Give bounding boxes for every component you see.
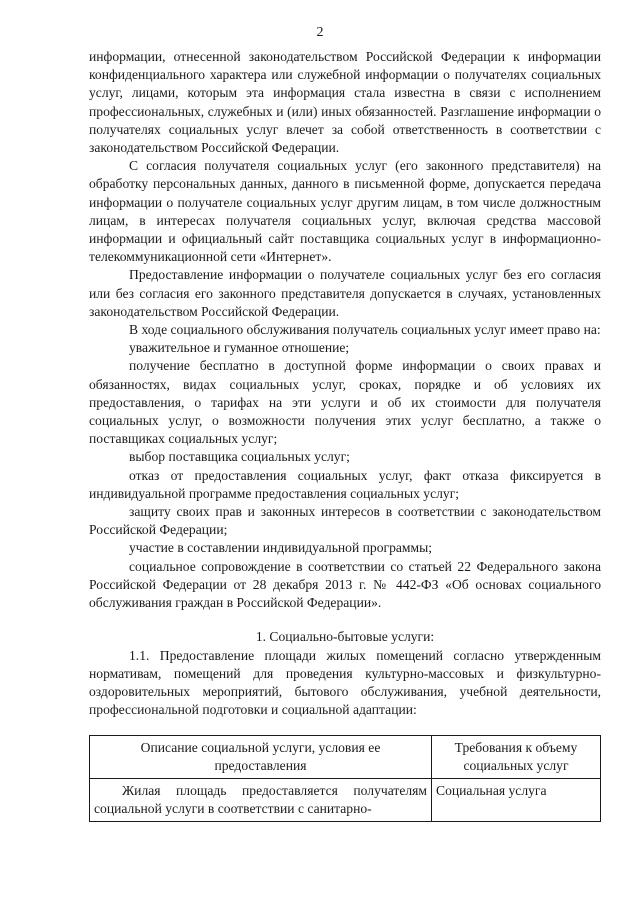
rights-list-item: защиту своих прав и законных интересов в соответствии с законодательством Российской Федерации; — [89, 504, 601, 538]
rights-list-item: социальное сопровождение в соответствии со статьей 22 Федерального закона Российской Федерации от 28 декабря 2013 г. № 442-ФЗ «Об основах социального обслуживания граждан в Российской Федерации». — [89, 558, 601, 611]
rights-list-item: уважительное и гуманное отношение; — [129, 340, 350, 356]
table-cell-description: Жилая площадь предоставляется получателям социальной услуги в соответствии с санитарно- — [90, 779, 432, 822]
table-row — [90, 779, 601, 822]
rights-list-item: участие в составлении индивидуальной программы; — [129, 540, 433, 556]
rights-list-item: отказ от предоставления социальных услуг, факт отказа фиксируется в индивидуальной программе предоставления социальных услуг; — [89, 467, 601, 501]
document-body — [89, 48, 601, 822]
table-header-row — [90, 736, 601, 779]
rights-list-item: выбор поставщика социальных услуг; — [129, 449, 350, 465]
table-cell-requirements: Социальная услуга — [432, 779, 601, 822]
subsection-text: 1.1. Предоставление площади жилых помещений согласно утвержденным нормативам, помещений для проведения культурно-массовых и физкультурно-оздоровительных мероприятий, бытового обслуживания, учебной деятельности, профессиональной подготовки и социальной адаптации: — [89, 647, 601, 718]
page-number: 2 — [316, 25, 324, 40]
paragraph: информации, отнесенной законодательством Российской Федерации к информации конфиденциального характера или служебной информации о получателях социальных услуг, лицами, которым эта информация стала известна в связи с исполнением профессиональных, служебных и (или) иных обязанностей. Разглашение информации о получателях социальных услуг влечет за собой ответственность в соответствии с законодательством Российской Федерации. — [89, 49, 601, 156]
paragraph: Предоставление информации о получателе социальных услуг без его согласия или без согласия его законного представителя допускается в случаях, установленных законодательством Российской Федерации. — [89, 267, 601, 319]
paragraph: С согласия получателя социальных услуг (его законного представителя) на обработку персональных данных, данного в письменной форме, допускается передача информации о получателе социальных услуг другим лицам, в том числе должностным лицам, в интересах получателя социальных услуг, включая средства массовой информации и официальный сайт поставщика социальных услуг в информационно-телекоммуникационной сети «Интернет». — [89, 158, 601, 265]
rights-list-item: получение бесплатно в доступной форме информации о своих правах и обязанностях, видах социальных услуг, сроках, порядке и об условиях их предоставления, о тарифах на эти услуги и об их стоимости для получателя социальных услуг, о возможности получения этих услуг бесплатно, а также о поставщиках социальных услуг; — [89, 358, 601, 447]
paragraph: В ходе социального обслуживания получатель социальных услуг имеет право на: — [129, 322, 601, 338]
services-table — [89, 735, 601, 822]
table-header-description: Описание социальной услуги, условия ее предоставления — [90, 736, 432, 779]
section-title: 1. Социально-бытовые услуги: — [255, 629, 435, 645]
table-header-requirements: Требования к объему социальных услуг — [432, 736, 601, 779]
